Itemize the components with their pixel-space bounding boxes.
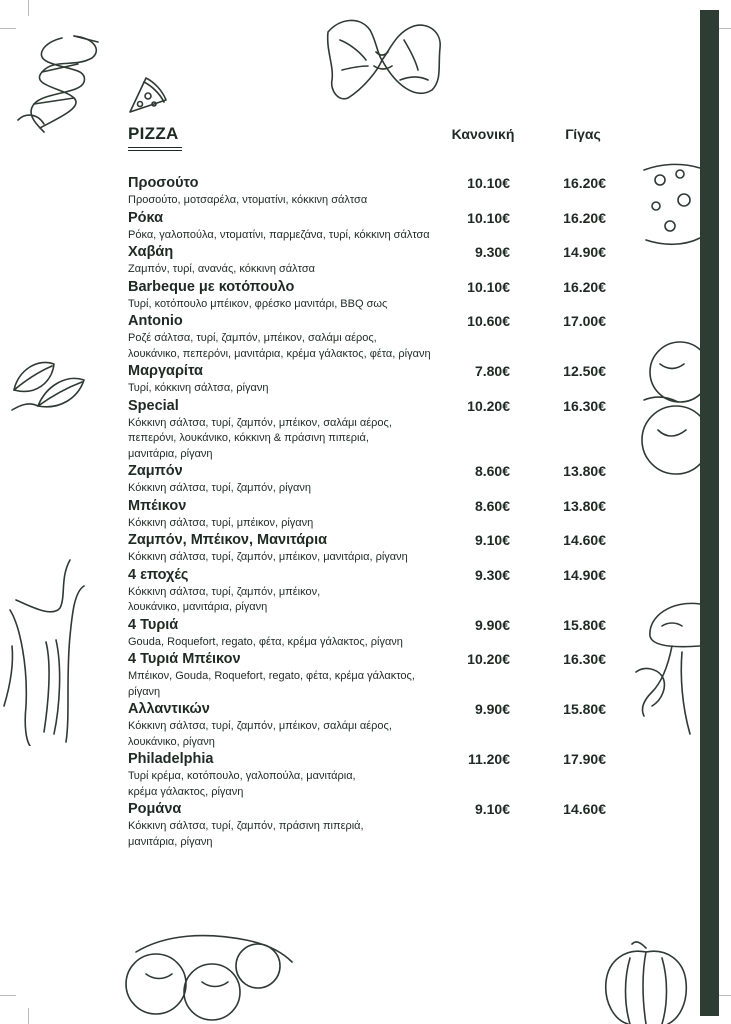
item-description: Τυρί κρέμα, κοτόπουλο, γαλοπούλα, μανιτάρια, [128,770,356,782]
item-name: Μαργαρίτα [128,363,203,379]
menu-item [128,243,618,278]
item-name: Ρόκα [128,209,164,226]
menu-header [0,124,731,154]
item-name: Barbeque με κοτόπουλο [128,278,295,295]
item-price-regular: 10.20€ [467,397,510,414]
item-name: Μπέικον [128,497,187,514]
menu-item [128,397,618,463]
item-name: Ζαμπόν [128,463,183,479]
menu-item [128,209,618,244]
item-price-large: 16.30€ [563,397,606,414]
menu-item [128,800,618,850]
tomato-vine-icon [106,928,296,1024]
item-description: μανιτάρια, ρίγανη [128,835,213,848]
item-price-large: 13.80€ [563,463,606,479]
regular-size-header: Κανονική [451,126,515,142]
section-title: PIZZA [128,124,179,143]
item-price-regular: 9.90€ [474,701,510,717]
item-price-regular: 10.10€ [467,175,510,191]
item-description: λουκάνικο, πεπερόνι, μανιτάρια, κρέμα γάλακτος, φέτα, ρίγανη [128,347,431,360]
item-description: Τυρί, κοτόπουλο μπέικον, φρέσκο μανιτάρι, BBQ σως [128,297,388,310]
menu-item [128,650,618,700]
item-description: Ζαμπόν, τυρί, ανανάς, κόκκινη σάλτσα [128,263,315,275]
item-price-large: 15.80€ [563,701,606,717]
item-price-regular: 8.60€ [474,497,510,514]
item-name: Αλλαντικών [128,701,210,717]
item-price-regular: 9.10€ [474,801,510,817]
item-name: Philadelphia [128,751,214,767]
menu-item [128,462,618,497]
item-price-large: 16.20€ [563,278,606,295]
crop-mark [0,995,16,996]
item-description: Προσούτο, μοτσαρέλα, ντοματίνι, κόκκινη σάλτσα [128,194,368,206]
item-description: Κόκκινη σάλτσα, τυρί, ζαμπόν, μπέικον, σαλάμι αέρος, [128,720,392,732]
item-description: λουκάνικο, ρίγανη [128,735,215,748]
item-name: Antonio [128,313,183,329]
item-description: Τυρί, κόκκινη σάλτσα, ρίγανη [128,382,269,394]
item-price-regular: 10.10€ [467,209,510,226]
menu-item [128,312,618,362]
item-price-large: 14.90€ [563,566,606,583]
farfalle-pasta-icon [320,10,450,110]
item-price-regular: 8.60€ [474,463,510,479]
item-price-regular: 10.20€ [467,651,510,667]
basil-leaf-icon [8,350,88,416]
fusilli-pasta-icon [14,28,104,138]
item-price-large: 17.00€ [563,313,606,329]
item-price-regular: 9.90€ [474,616,510,633]
item-name: Ζαμπόν, Μπέικον, Μανιτάρια [128,532,328,548]
item-price-regular: 10.60€ [467,313,510,329]
item-price-large: 12.50€ [563,363,606,379]
item-description: Κόκκινη σάλτσα, τυρί, ζαμπόν, ρίγανη [128,482,312,494]
menu-item [128,174,618,209]
item-price-regular: 11.20€ [467,751,510,767]
item-name: 4 Τυριά [128,616,179,633]
item-description: Κόκκινη σάλτσα, τυρί, ζαμπόν, μπέικον, σαλάμι αέρος, [128,416,392,429]
item-price-regular: 9.30€ [474,244,510,260]
menu-item [128,750,618,800]
item-price-large: 14.60€ [563,801,606,817]
item-description: πεπερόνι, λουκάνικο, κόκκινη & πράσινη πιπεριά, [128,432,369,444]
item-description: ρίγανη [128,685,161,698]
menu-item [128,497,618,532]
item-price-large: 17.90€ [563,751,606,767]
pepper-icon [0,556,90,746]
menu-item-list [128,174,618,850]
item-description: Κόκκινη σάλτσα, τυρί, ζαμπόν, πράσινη πιπεριά, [128,820,364,832]
item-description: Gouda, Roquefort, regato, φέτα, κρέμα γάλακτος, ρίγανη [128,635,403,648]
menu-item [128,700,618,750]
item-price-regular: 9.10€ [474,532,510,548]
item-price-regular: 10.10€ [467,278,510,295]
menu-item [128,566,618,616]
item-name: 4 Τυριά Μπέικον [128,651,241,667]
crop-mark [28,0,29,16]
item-description: Κόκκινη σάλτσα, τυρί, ζαμπόν, μπέικον, [128,585,321,598]
item-description: κρέμα γάλακτος, ρίγανη [128,785,244,798]
item-name: 4 εποχές [128,566,189,583]
item-name: Special [128,397,179,414]
item-description: Ρόκα, γαλοπούλα, ντοματίνι, παρμεζάνα, τυρί, κόκκινη σάλτσα [128,228,430,241]
side-band [700,10,719,1016]
item-name: Χαβάη [128,244,174,260]
menu-item [128,531,618,566]
item-description: λουκάνικο, μανιτάρια, ρίγανη [128,601,268,613]
item-price-large: 16.20€ [563,209,606,226]
item-description: Κόκκινη σάλτσα, τυρί, μπέικον, ρίγανη [128,516,314,529]
menu-item [128,278,618,313]
section-title-underline [128,147,182,151]
item-price-regular: 9.30€ [474,566,510,583]
menu-item [128,362,618,397]
item-price-large: 14.60€ [563,532,606,548]
menu-item [128,616,618,651]
tomato-icon [630,330,700,480]
item-description: Ροζέ σάλτσα, τυρί, ζαμπόν, μπέικον, σαλάμι αέρος, [128,332,377,344]
item-price-regular: 7.80€ [474,363,510,379]
item-description: Μπέικον, Gouda, Roquefort, regato, φέτα, κρέμα γάλακτος, [128,670,415,682]
item-description: Κόκκινη σάλτσα, τυρί, ζαμπόν, μπέικον, μανιτάρια, ρίγανη [128,551,408,563]
item-price-large: 16.20€ [563,175,606,191]
tomato-icon [640,160,702,250]
item-price-large: 16.30€ [563,651,606,667]
item-price-large: 15.80€ [563,616,606,633]
bell-pepper-icon [596,938,696,1024]
item-description: μανιτάρια, ρίγανη [128,447,213,460]
item-price-large: 14.90€ [563,244,606,260]
mushroom-icon [632,596,702,736]
item-name: Προσούτο [128,175,199,191]
item-name: Ρομάνα [128,801,182,817]
large-size-header: Γίγας [565,126,601,142]
item-price-large: 13.80€ [563,497,606,514]
crop-mark [28,1008,29,1024]
pizza-slice-icon [124,74,170,116]
